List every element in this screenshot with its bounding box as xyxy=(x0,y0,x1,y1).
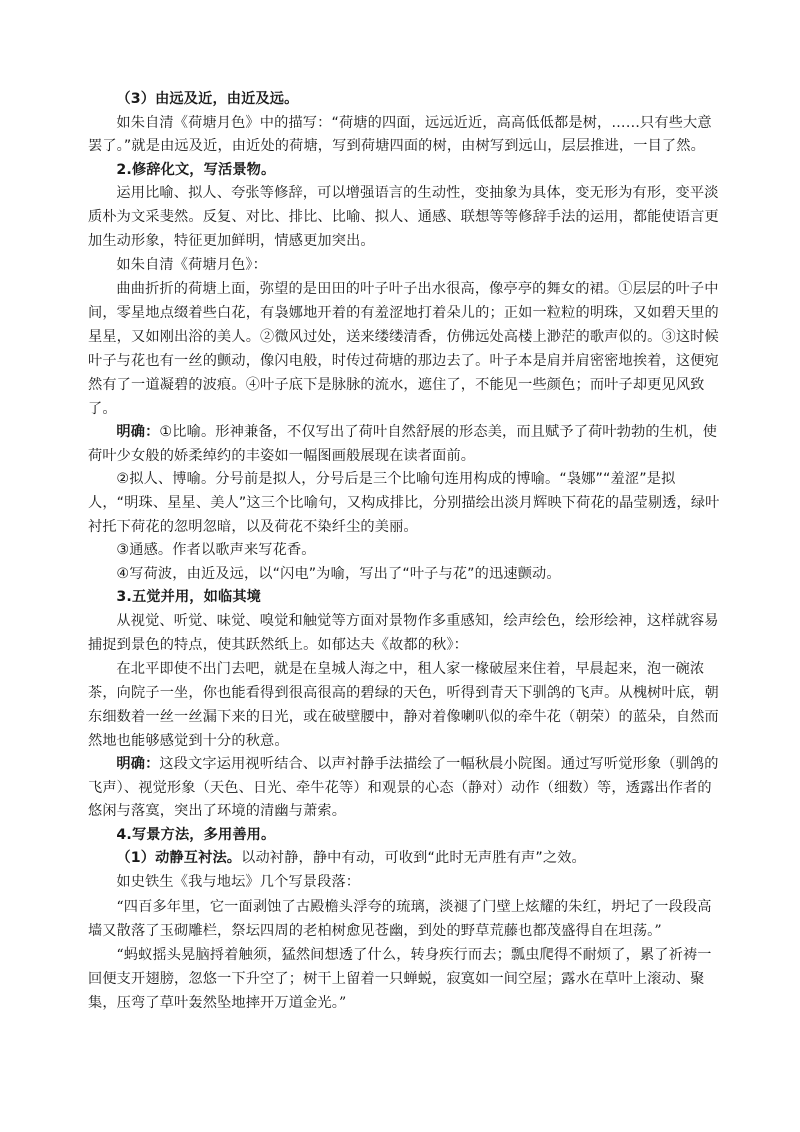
method-text: 以动衬静，静中有动，可收到“此时无声胜有声”之效。 xyxy=(241,850,586,867)
paragraph-rhetoric: 运用比喻、拟人、夸张等修辞，可以增强语言的生动性，变抽象为具体，变无形为有形，变平淡质朴为文采斐然。反复、对比、排比、比喻、拟人、通感、联想等等修辞手法的运用，都能使语言更加生动形象，特征更加鲜明，情感更加突出。 xyxy=(88,185,719,249)
answer-label: 明确： xyxy=(116,756,160,773)
answer-text: 这段文字运用视听结合、以声衬静手法描绘了一幅秋晨小院图。通过写听觉形象（驯鸽的飞声）、视觉形象（天色、日光、牵牛花等）和观景的心态（静对）动作（细数）等，透露出作者的悠闲与落寞，突出了环境的清幽与萧索。 xyxy=(88,756,719,820)
paragraph-ditan-intro: 如史铁生《我与地坛》几个写景段落： xyxy=(116,874,361,891)
quote-ditan-1: “四百多年里，它一面剥蚀了古殿檐头浮夸的琉璃，淡褪了门壁上炫耀的朱红，坍圮了一段段高墙又散落了玉砌雕栏，祭坛四周的老柏树愈见苍幽，到处的野草荒藤也都茂盛得自在坦荡。” xyxy=(88,898,712,939)
quote-hetang-yuese: 曲曲折折的荷塘上面，弥望的是田田的叶子叶子出水很高，像亭亭的舞女的裙。①层层的叶子中间，零星地点缀着些白花，有袅娜地开着的有羞涩地打着朵儿的；正如一粒粒的明珠，又如碧天里的星星，又如刚出浴的美人。②微风过处，送来缕缕清香，仿佛远处高楼上渺茫的歌声似的。③这时候叶子与花也有一丝的颤动，像闪电般，时传过荷塘的那边去了。叶子本是肩并肩密密地挨着，这便宛然有了一道凝碧的波痕。④叶子底下是脉脉的流水，遮住了，不能见一些颜色；而叶子却更见风致了。 xyxy=(88,281,719,418)
quote-ditan-2: “蚂蚁摇头晃脑捋着触须，猛然间想透了什么，转身疾行而去；瓢虫爬得不耐烦了，累了祈祷一回便支开翅膀，忽悠一下升空了；树干上留着一只蝉蜕，寂寞如一间空屋；露水在草叶上滚动、聚集，压弯了草叶轰然坠地摔开万道金光。” xyxy=(88,946,712,1011)
heading-far-near: （3）由远及近，由近及远。 xyxy=(116,91,299,107)
heading-rhetoric: 2.修辞化文，写活景物。 xyxy=(116,161,276,178)
paragraph-five-senses: 从视觉、听觉、味觉、嗅觉和触觉等方面对景物作多重感知，绘声绘色，绘形绘神，这样就容易捕捉到景色的特点，使其跃然纸上。如郁达夫《故都的秋》： xyxy=(88,612,719,653)
quote-gudu-de-qiu: 在北平即使不出门去吧，就是在皇城人海之中，租人家一椽破屋来住着，早晨起来，泡一碗浓茶，向院子一坐，你也能看得到很高很高的碧绿的天色，听得到青天下驯鸽的飞声。从槐树叶底，朝东细数着一丝一丝漏下来的日光，或在破壁腰中，静对着像喇叭似的牵牛花（朝荣）的蓝朵，自然而然地也能够感觉到十分的秋意。 xyxy=(88,661,719,750)
method-label: （1）动静互衬法。 xyxy=(116,850,242,867)
paragraph-answer-1 xyxy=(88,421,720,468)
answer-text: ①比喻。形神兼备，不仅写出了荷叶自然舒展的形态美，而且赋予了荷叶勃勃的生机，使荷叶少女般的娇柔绰约的丰姿如一幅图画般展现在读者面前。 xyxy=(88,424,718,464)
paragraph-example-intro: 如朱自清《荷塘月色》： xyxy=(116,257,268,274)
heading-methods: 4.写景方法，多用善用。 xyxy=(116,826,276,843)
paragraph-answer-2: ②拟人、博喻。分号前是拟人，分号后是三个比喻句连用构成的博喻。“袅娜”“羞涩”是拟人，“明珠、星星、美人”这三个比喻句，又构成排比，分别描绘出淡月辉映下荷花的晶莹剔透，绿叶衬托下荷花的忽明忽暗，以及荷花不染纤尘的美丽。 xyxy=(88,471,720,535)
paragraph-far-near-example: 如朱自清《荷塘月色》中的描写：“荷塘的四面，远远近近，高高低低都是树，……只有些大意罢了。”就是由远及近，由近处的荷塘，写到荷塘四面的树，由树写到远山，层层推进，一目了然。 xyxy=(88,114,712,155)
paragraph-answer-5 xyxy=(88,753,720,824)
paragraph-dynamic-static xyxy=(88,847,720,871)
answer-label: 明确： xyxy=(116,424,160,441)
paragraph-answer-3: ③通感。作者以歌声来写花香。 xyxy=(116,542,316,559)
heading-five-senses: 3.五觉并用，如临其境 xyxy=(116,589,261,606)
paragraph-answer-4: ④写荷波，由近及远，以“闪电”为喻，写出了“叶子与花”的迅速颤动。 xyxy=(116,565,561,582)
